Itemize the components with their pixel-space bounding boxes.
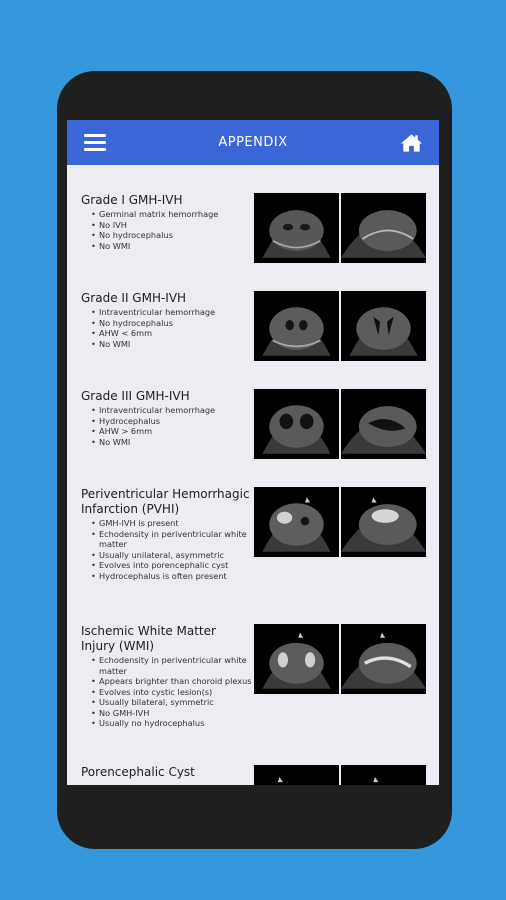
ultrasound-images xyxy=(254,765,426,785)
entry-title: Porencephalic Cyst xyxy=(81,765,195,779)
bullet: • GMH-IVH is present xyxy=(99,518,259,529)
ultrasound-image-coronal xyxy=(254,291,339,361)
list-item[interactable] xyxy=(81,291,431,349)
bullet: • Appears brighter than choroid plexus xyxy=(99,676,259,687)
page-title: APPENDIX xyxy=(218,135,288,150)
ultrasound-images xyxy=(254,487,426,557)
ultrasound-images xyxy=(254,389,426,459)
bullet: • AHW > 6mm xyxy=(99,426,259,437)
app-screen xyxy=(67,120,439,785)
ultrasound-images xyxy=(254,624,426,694)
bullet: • Usually no hydrocephalus xyxy=(99,718,259,729)
appendix-list[interactable] xyxy=(67,165,439,785)
ultrasound-image-coronal xyxy=(254,193,339,263)
bullet: • AHW < 6mm xyxy=(99,328,259,339)
ultrasound-image-sagittal xyxy=(341,765,426,785)
ultrasound-images xyxy=(254,291,426,361)
entry-bullets xyxy=(81,518,259,581)
list-item[interactable] xyxy=(81,487,431,581)
ultrasound-image-coronal xyxy=(254,389,339,459)
entry-bullets xyxy=(81,655,259,729)
bullet: • No GMH-IVH xyxy=(99,708,259,719)
bullet: • No WMI xyxy=(99,339,259,350)
app-bar xyxy=(67,120,439,165)
ultrasound-image-sagittal xyxy=(341,389,426,459)
bullet: • No WMI xyxy=(99,241,259,252)
bullet: • Echodensity in periventricular white matter xyxy=(99,529,259,550)
bullet: • Intraventricular hemorrhage xyxy=(99,307,259,318)
bullet: • No IVH xyxy=(99,220,259,231)
ultrasound-image-coronal xyxy=(254,487,339,557)
list-item[interactable] xyxy=(81,765,431,780)
ultrasound-image-coronal xyxy=(254,624,339,694)
list-item[interactable] xyxy=(81,193,431,251)
bullet: • No hydrocephalus xyxy=(99,318,259,329)
entry-bullets xyxy=(81,307,259,349)
entry-title: Grade II GMH-IVH xyxy=(81,291,187,305)
ultrasound-image-sagittal xyxy=(341,624,426,694)
bullet: • Hydrocephalus is often present xyxy=(99,571,259,582)
ultrasound-images xyxy=(254,193,426,263)
bullet: • No WMI xyxy=(99,437,259,448)
bullet: • Usually bilateral, symmetric xyxy=(99,697,259,708)
ultrasound-image-coronal xyxy=(254,765,339,785)
entry-title: Grade I GMH-IVH xyxy=(81,193,183,207)
ultrasound-image-sagittal xyxy=(341,193,426,263)
list-item[interactable] xyxy=(81,389,431,447)
ultrasound-image-coronal-2 xyxy=(341,291,426,361)
bullet: • Hydrocephalus xyxy=(99,416,259,427)
bullet: • Usually unilateral, asymmetric xyxy=(99,550,259,561)
entry-title: Periventricular Hemorrhagic Infarction (PVHI) xyxy=(81,487,250,516)
entry-title: Ischemic White Matter Injury (WMI) xyxy=(81,624,216,653)
ultrasound-image-sagittal xyxy=(341,487,426,557)
entry-title: Grade III GMH-IVH xyxy=(81,389,190,403)
bullet: • Intraventricular hemorrhage xyxy=(99,405,259,416)
bullet: • Evolves into cystic lesion(s) xyxy=(99,687,259,698)
entry-bullets xyxy=(81,405,259,447)
bullet: • Evolves into porencephalic cyst xyxy=(99,560,259,571)
bullet: • Germinal matrix hemorrhage xyxy=(99,209,259,220)
list-item[interactable] xyxy=(81,624,431,729)
home-icon[interactable] xyxy=(400,133,423,153)
bullet: • No hydrocephalus xyxy=(99,230,259,241)
bullet: • Echodensity in periventricular white matter xyxy=(99,655,259,676)
entry-bullets xyxy=(81,209,259,251)
